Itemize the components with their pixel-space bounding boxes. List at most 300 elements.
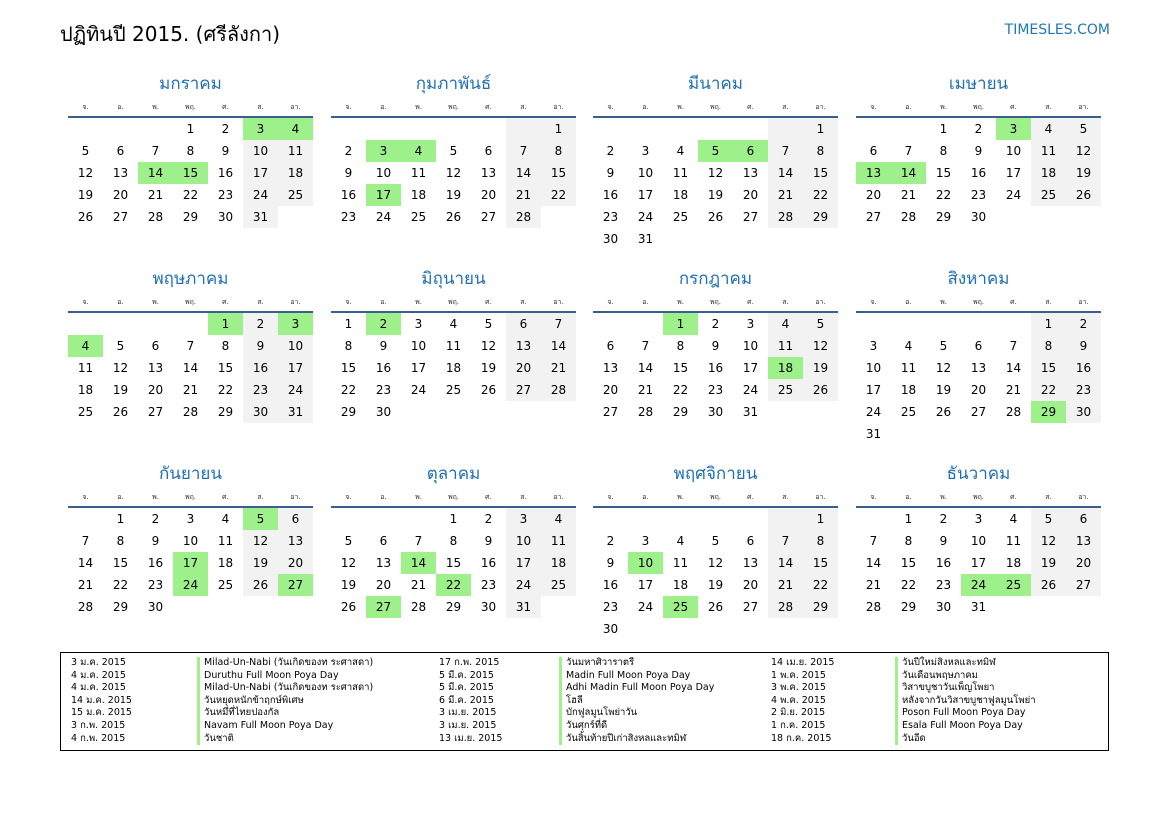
day-cell: 24	[742, 383, 759, 397]
day-cell: 18	[672, 188, 689, 202]
day-cell: 20	[865, 188, 882, 202]
day-cell: 30	[480, 600, 497, 614]
day-cell: 10	[742, 339, 759, 353]
holiday-day-cell: 24	[961, 574, 996, 596]
day-cell: 5	[81, 144, 90, 158]
day-cell: 11	[77, 361, 94, 375]
day-cell: 6	[116, 144, 125, 158]
holiday-day-cell: 27	[366, 596, 401, 618]
day-cell: 26	[1066, 184, 1101, 206]
day-cell: 15	[112, 556, 129, 570]
day-cell: 24	[865, 405, 882, 419]
month-block	[593, 265, 838, 423]
day-cell: 5	[1031, 508, 1066, 530]
day-cell: 12	[445, 166, 462, 180]
holiday-name: วันหยุดหนักข้าฤกษ์พิเศษ	[197, 695, 304, 708]
day-cell: 18	[1031, 162, 1066, 184]
site-link[interactable]: TIMESLES.COM	[1004, 22, 1110, 38]
day-cell: 20	[278, 552, 313, 574]
day-cell: 17	[243, 162, 278, 184]
weekday-label: จ.	[870, 298, 877, 306]
weekday-label: พ.	[415, 298, 422, 306]
day-cell: 26	[243, 574, 278, 596]
day-cell: 25	[77, 405, 94, 419]
empty-cell	[68, 313, 103, 335]
empty-cell	[103, 118, 138, 140]
weekday-header	[331, 98, 576, 118]
empty-cell	[961, 313, 996, 335]
day-cell: 31	[506, 596, 541, 618]
weekday-label: พฤ.	[709, 103, 722, 111]
weekday-label: ส.	[257, 298, 264, 306]
day-cell: 15	[935, 166, 952, 180]
day-cell: 15	[672, 361, 689, 375]
day-cell: 7	[541, 313, 576, 335]
day-grid	[331, 313, 576, 423]
day-cell: 4	[541, 508, 576, 530]
weekday-label: ศ.	[222, 493, 229, 501]
day-cell: 5	[1066, 118, 1101, 140]
day-cell: 10	[182, 534, 199, 548]
day-cell: 10	[637, 166, 654, 180]
weekday-label: พ.	[677, 493, 684, 501]
day-cell: 17	[970, 556, 987, 570]
day-cell: 9	[606, 556, 615, 570]
weekday-label: พ.	[152, 103, 159, 111]
day-cell: 26	[340, 600, 357, 614]
day-cell: 28	[147, 210, 164, 224]
day-cell: 25	[410, 210, 427, 224]
day-cell: 30	[602, 622, 619, 636]
day-cell: 13	[506, 335, 541, 357]
holiday-name: วันอีด	[895, 733, 926, 746]
day-cell: 5	[711, 534, 720, 548]
weekday-label: พฤ.	[709, 493, 722, 501]
weekday-label: ศ.	[485, 103, 492, 111]
month-name: มิถุนายน	[421, 269, 486, 289]
weekday-header	[856, 293, 1101, 313]
month-block	[331, 70, 576, 228]
weekday-label: พ.	[415, 493, 422, 501]
day-cell: 13	[1066, 530, 1101, 552]
empty-cell	[733, 118, 768, 140]
day-cell: 30	[935, 600, 952, 614]
empty-cell	[891, 313, 926, 335]
weekday-label: พ.	[940, 103, 947, 111]
day-cell: 7	[869, 534, 878, 548]
day-cell: 11	[1005, 534, 1022, 548]
day-cell: 28	[865, 600, 882, 614]
holiday-name: วันสิ้นท้ายปีเก่าสิงหลและทมิฬ	[559, 733, 686, 746]
day-cell: 1	[939, 122, 948, 136]
day-cell: 5	[344, 534, 353, 548]
empty-cell	[103, 313, 138, 335]
day-cell: 26	[1031, 574, 1066, 596]
day-cell: 13	[970, 361, 987, 375]
day-cell: 11	[217, 534, 234, 548]
day-cell: 28	[541, 379, 576, 401]
day-cell: 30	[602, 232, 619, 246]
month-name: พฤศจิกายน	[673, 464, 758, 484]
day-cell: 29	[672, 405, 689, 419]
day-cell: 29	[803, 206, 838, 228]
day-cell: 28	[77, 600, 94, 614]
day-cell: 17	[637, 578, 654, 592]
holiday-name: วันศุกร์ที่ดี	[559, 720, 607, 733]
day-cell: 16	[243, 357, 278, 379]
empty-cell	[138, 118, 173, 140]
weekday-label: จ.	[345, 103, 352, 111]
day-cell: 22	[112, 578, 129, 592]
day-cell: 19	[243, 552, 278, 574]
holiday-day-cell: 3	[996, 118, 1031, 140]
day-cell: 8	[904, 534, 913, 548]
holiday-name: บักฟูลมูนโพย่าวัน	[559, 707, 637, 720]
day-cell: 11	[445, 339, 462, 353]
holiday-day-cell: 4	[68, 335, 103, 357]
weekday-label: จ.	[82, 493, 89, 501]
day-cell: 15	[900, 556, 917, 570]
day-cell: 22	[217, 383, 234, 397]
day-cell: 21	[637, 383, 654, 397]
holiday-date: 1 ก.ค. 2015	[771, 720, 826, 731]
day-cell: 1	[186, 122, 195, 136]
day-cell: 5	[484, 317, 493, 331]
day-cell: 2	[151, 512, 160, 526]
day-cell: 14	[506, 162, 541, 184]
day-cell: 16	[147, 556, 164, 570]
day-cell: 18	[900, 383, 917, 397]
day-cell: 28	[1005, 405, 1022, 419]
day-cell: 24	[410, 383, 427, 397]
holiday-name: วันหมึ่ที่ไทยปองกัล	[197, 707, 279, 720]
day-cell: 10	[506, 530, 541, 552]
day-cell: 7	[151, 144, 160, 158]
holiday-name: หลังจากวันวิสาขบูชาฟูลมูนโพย่า	[895, 695, 1036, 708]
day-cell: 26	[480, 383, 497, 397]
holiday-name: วันชาติ	[197, 733, 234, 746]
day-cell: 10	[375, 166, 392, 180]
weekday-label: พฤ.	[184, 493, 197, 501]
day-cell: 31	[865, 427, 882, 441]
weekday-label: อา.	[553, 298, 564, 306]
day-cell: 9	[484, 534, 493, 548]
day-cell: 27	[742, 600, 759, 614]
day-cell: 31	[742, 405, 759, 419]
day-grid	[856, 118, 1101, 228]
holiday-day-cell: 27	[278, 574, 313, 596]
weekday-label: จ.	[345, 298, 352, 306]
day-cell: 27	[1066, 574, 1101, 596]
month-name: กันยายน	[158, 464, 222, 484]
day-cell: 6	[974, 339, 983, 353]
weekday-label: ส.	[520, 103, 527, 111]
day-cell: 9	[974, 144, 983, 158]
holiday-day-cell: 4	[401, 140, 436, 162]
weekday-header	[856, 488, 1101, 508]
empty-cell	[926, 313, 961, 335]
weekday-header	[331, 488, 576, 508]
holiday-date: 4 ม.ค. 2015	[71, 669, 126, 681]
day-cell: 14	[865, 556, 882, 570]
holiday-date: 4 ม.ค. 2015	[71, 682, 126, 694]
month-name: เมษายน	[948, 74, 1009, 94]
day-cell: 13	[278, 530, 313, 552]
weekday-label: ส.	[257, 103, 264, 111]
day-cell: 6	[278, 508, 313, 530]
weekday-header	[68, 98, 313, 118]
day-cell: 6	[506, 313, 541, 335]
day-cell: 25	[278, 184, 313, 206]
empty-cell	[628, 313, 663, 335]
holiday-name: Milad-Un-Nabi (วันเกิดของท ระศาสดา)	[197, 657, 373, 670]
month-name: พฤษภาคม	[152, 269, 229, 289]
day-cell: 22	[182, 188, 199, 202]
holiday-day-cell: 14	[401, 552, 436, 574]
empty-cell	[436, 118, 471, 140]
day-cell: 18	[217, 556, 234, 570]
day-cell: 10	[970, 534, 987, 548]
holiday-date: 13 เม.ย. 2015	[439, 732, 503, 744]
day-cell: 31	[637, 232, 654, 246]
empty-cell	[68, 118, 103, 140]
day-cell: 17	[865, 383, 882, 397]
day-cell: 13	[375, 556, 392, 570]
day-cell: 18	[278, 162, 313, 184]
weekday-label: พ.	[677, 298, 684, 306]
month-name: มีนาคม	[688, 74, 743, 94]
holiday-date: 17 ก.พ. 2015	[439, 657, 500, 668]
holiday-date: 3 พ.ค. 2015	[771, 682, 826, 694]
weekday-label: อา.	[1078, 103, 1089, 111]
day-cell: 28	[182, 405, 199, 419]
day-cell: 11	[768, 335, 803, 357]
weekday-label: อา.	[815, 298, 826, 306]
day-cell: 25	[900, 405, 917, 419]
holiday-day-cell: 5	[243, 508, 278, 530]
month-block	[856, 265, 1101, 445]
weekday-label: อ.	[380, 298, 387, 306]
holiday-day-cell: 3	[366, 140, 401, 162]
day-cell: 3	[186, 512, 195, 526]
weekday-header	[593, 293, 838, 313]
weekday-label: อา.	[290, 493, 301, 501]
day-cell: 31	[970, 600, 987, 614]
weekday-label: พ.	[415, 103, 422, 111]
holiday-date: 3 ก.พ. 2015	[71, 720, 126, 731]
holiday-day-cell: 25	[996, 574, 1031, 596]
weekday-header	[593, 488, 838, 508]
day-cell: 13	[112, 166, 129, 180]
weekday-label: ศ.	[1010, 493, 1017, 501]
month-name: ธันวาคม	[946, 464, 1011, 484]
day-cell: 5	[116, 339, 125, 353]
day-cell: 5	[939, 339, 948, 353]
day-cell: 10	[865, 361, 882, 375]
day-cell: 20	[112, 188, 129, 202]
day-cell: 4	[221, 512, 230, 526]
day-cell: 30	[707, 405, 724, 419]
empty-cell	[366, 508, 401, 530]
day-cell: 23	[375, 383, 392, 397]
day-cell: 23	[970, 188, 987, 202]
day-cell: 1	[116, 512, 125, 526]
day-cell: 23	[602, 600, 619, 614]
weekday-label: ศ.	[1010, 103, 1017, 111]
holiday-day-cell: 1	[663, 313, 698, 335]
day-cell: 15	[541, 162, 576, 184]
day-cell: 11	[1031, 140, 1066, 162]
day-cell: 1	[904, 512, 913, 526]
day-cell: 4	[768, 313, 803, 335]
holiday-date: 6 มี.ค. 2015	[439, 694, 494, 706]
day-cell: 18	[672, 578, 689, 592]
holiday-name: วันมหาศิวาราตรี	[559, 657, 634, 670]
day-cell: 11	[278, 140, 313, 162]
day-cell: 14	[77, 556, 94, 570]
day-cell: 22	[541, 184, 576, 206]
day-cell: 21	[77, 578, 94, 592]
day-cell: 17	[742, 361, 759, 375]
day-cell: 15	[217, 361, 234, 375]
day-cell: 22	[672, 383, 689, 397]
day-cell: 1	[344, 317, 353, 331]
weekday-label: พ.	[940, 493, 947, 501]
day-cell: 8	[939, 144, 948, 158]
day-cell: 25	[541, 574, 576, 596]
weekday-label: อา.	[1078, 298, 1089, 306]
day-cell: 23	[602, 210, 619, 224]
day-cell: 6	[1066, 508, 1101, 530]
weekday-label: จ.	[870, 493, 877, 501]
day-cell: 8	[116, 534, 125, 548]
day-cell: 22	[803, 574, 838, 596]
day-grid	[593, 313, 838, 423]
holiday-date: 14 เม.ย. 2015	[771, 657, 835, 668]
day-cell: 7	[506, 140, 541, 162]
weekday-label: พ.	[152, 493, 159, 501]
day-cell: 28	[506, 206, 541, 228]
empty-cell	[768, 118, 803, 140]
day-cell: 27	[742, 210, 759, 224]
day-cell: 3	[414, 317, 423, 331]
holiday-day-cell: 25	[663, 596, 698, 618]
day-cell: 20	[480, 188, 497, 202]
day-cell: 29	[900, 600, 917, 614]
day-cell: 8	[676, 339, 685, 353]
empty-cell	[663, 118, 698, 140]
empty-cell	[856, 118, 891, 140]
day-cell: 23	[217, 188, 234, 202]
day-cell: 25	[217, 578, 234, 592]
empty-cell	[733, 508, 768, 530]
holiday-name: Madin Full Moon Poya Day	[559, 670, 690, 683]
day-cell: 6	[484, 144, 493, 158]
weekday-header	[68, 293, 313, 313]
day-cell: 10	[243, 140, 278, 162]
day-cell: 21	[900, 188, 917, 202]
weekday-label: อา.	[553, 493, 564, 501]
day-cell: 19	[803, 357, 838, 379]
day-cell: 16	[707, 361, 724, 375]
day-grid	[68, 118, 313, 228]
weekday-label: ส.	[782, 493, 789, 501]
empty-cell	[698, 118, 733, 140]
day-cell: 23	[340, 210, 357, 224]
day-cell: 19	[707, 578, 724, 592]
day-cell: 2	[711, 317, 720, 331]
empty-cell	[996, 313, 1031, 335]
day-cell: 19	[445, 188, 462, 202]
month-name: กุมภาพันธ์	[415, 74, 492, 94]
holiday-day-cell: 6	[733, 140, 768, 162]
holiday-day-cell: 17	[366, 184, 401, 206]
weekday-label: จ.	[607, 103, 614, 111]
weekday-label: ศ.	[747, 493, 754, 501]
day-cell: 15	[340, 361, 357, 375]
holiday-day-cell: 14	[138, 162, 173, 184]
holiday-day-cell: 10	[628, 552, 663, 574]
holiday-day-cell: 4	[278, 118, 313, 140]
day-cell: 18	[445, 361, 462, 375]
day-cell: 1	[803, 118, 838, 140]
day-cell: 11	[541, 530, 576, 552]
day-cell: 28	[410, 600, 427, 614]
day-cell: 19	[340, 578, 357, 592]
day-cell: 14	[182, 361, 199, 375]
holiday-date: 1 พ.ค. 2015	[771, 669, 826, 681]
day-cell: 29	[112, 600, 129, 614]
weekday-label: ศ.	[485, 298, 492, 306]
day-cell: 26	[112, 405, 129, 419]
day-cell: 31	[243, 206, 278, 228]
day-cell: 12	[1031, 530, 1066, 552]
day-cell: 28	[768, 596, 803, 618]
day-cell: 13	[742, 166, 759, 180]
weekday-label: พฤ.	[447, 298, 460, 306]
holiday-date: 4 ก.พ. 2015	[71, 732, 126, 744]
day-cell: 27	[480, 210, 497, 224]
day-cell: 15	[445, 556, 462, 570]
day-cell: 6	[606, 339, 615, 353]
day-cell: 7	[904, 144, 913, 158]
weekday-label: ส.	[1045, 493, 1052, 501]
empty-cell	[401, 508, 436, 530]
empty-cell	[891, 118, 926, 140]
day-cell: 18	[1005, 556, 1022, 570]
weekday-label: จ.	[82, 298, 89, 306]
day-cell: 12	[112, 361, 129, 375]
month-block	[68, 70, 313, 228]
day-cell: 13	[742, 556, 759, 570]
day-cell: 19	[1031, 552, 1066, 574]
day-cell: 10	[278, 335, 313, 357]
day-cell: 21	[541, 357, 576, 379]
holiday-date: 3 ม.ค. 2015	[71, 657, 126, 668]
empty-cell	[331, 508, 366, 530]
day-cell: 23	[147, 578, 164, 592]
day-cell: 30	[970, 210, 987, 224]
day-cell: 12	[1066, 140, 1101, 162]
day-cell: 8	[1031, 335, 1066, 357]
day-cell: 29	[340, 405, 357, 419]
day-cell: 16	[970, 166, 987, 180]
day-cell: 15	[1031, 357, 1066, 379]
day-cell: 12	[77, 166, 94, 180]
empty-cell	[856, 508, 891, 530]
day-cell: 29	[217, 405, 234, 419]
day-cell: 24	[278, 379, 313, 401]
